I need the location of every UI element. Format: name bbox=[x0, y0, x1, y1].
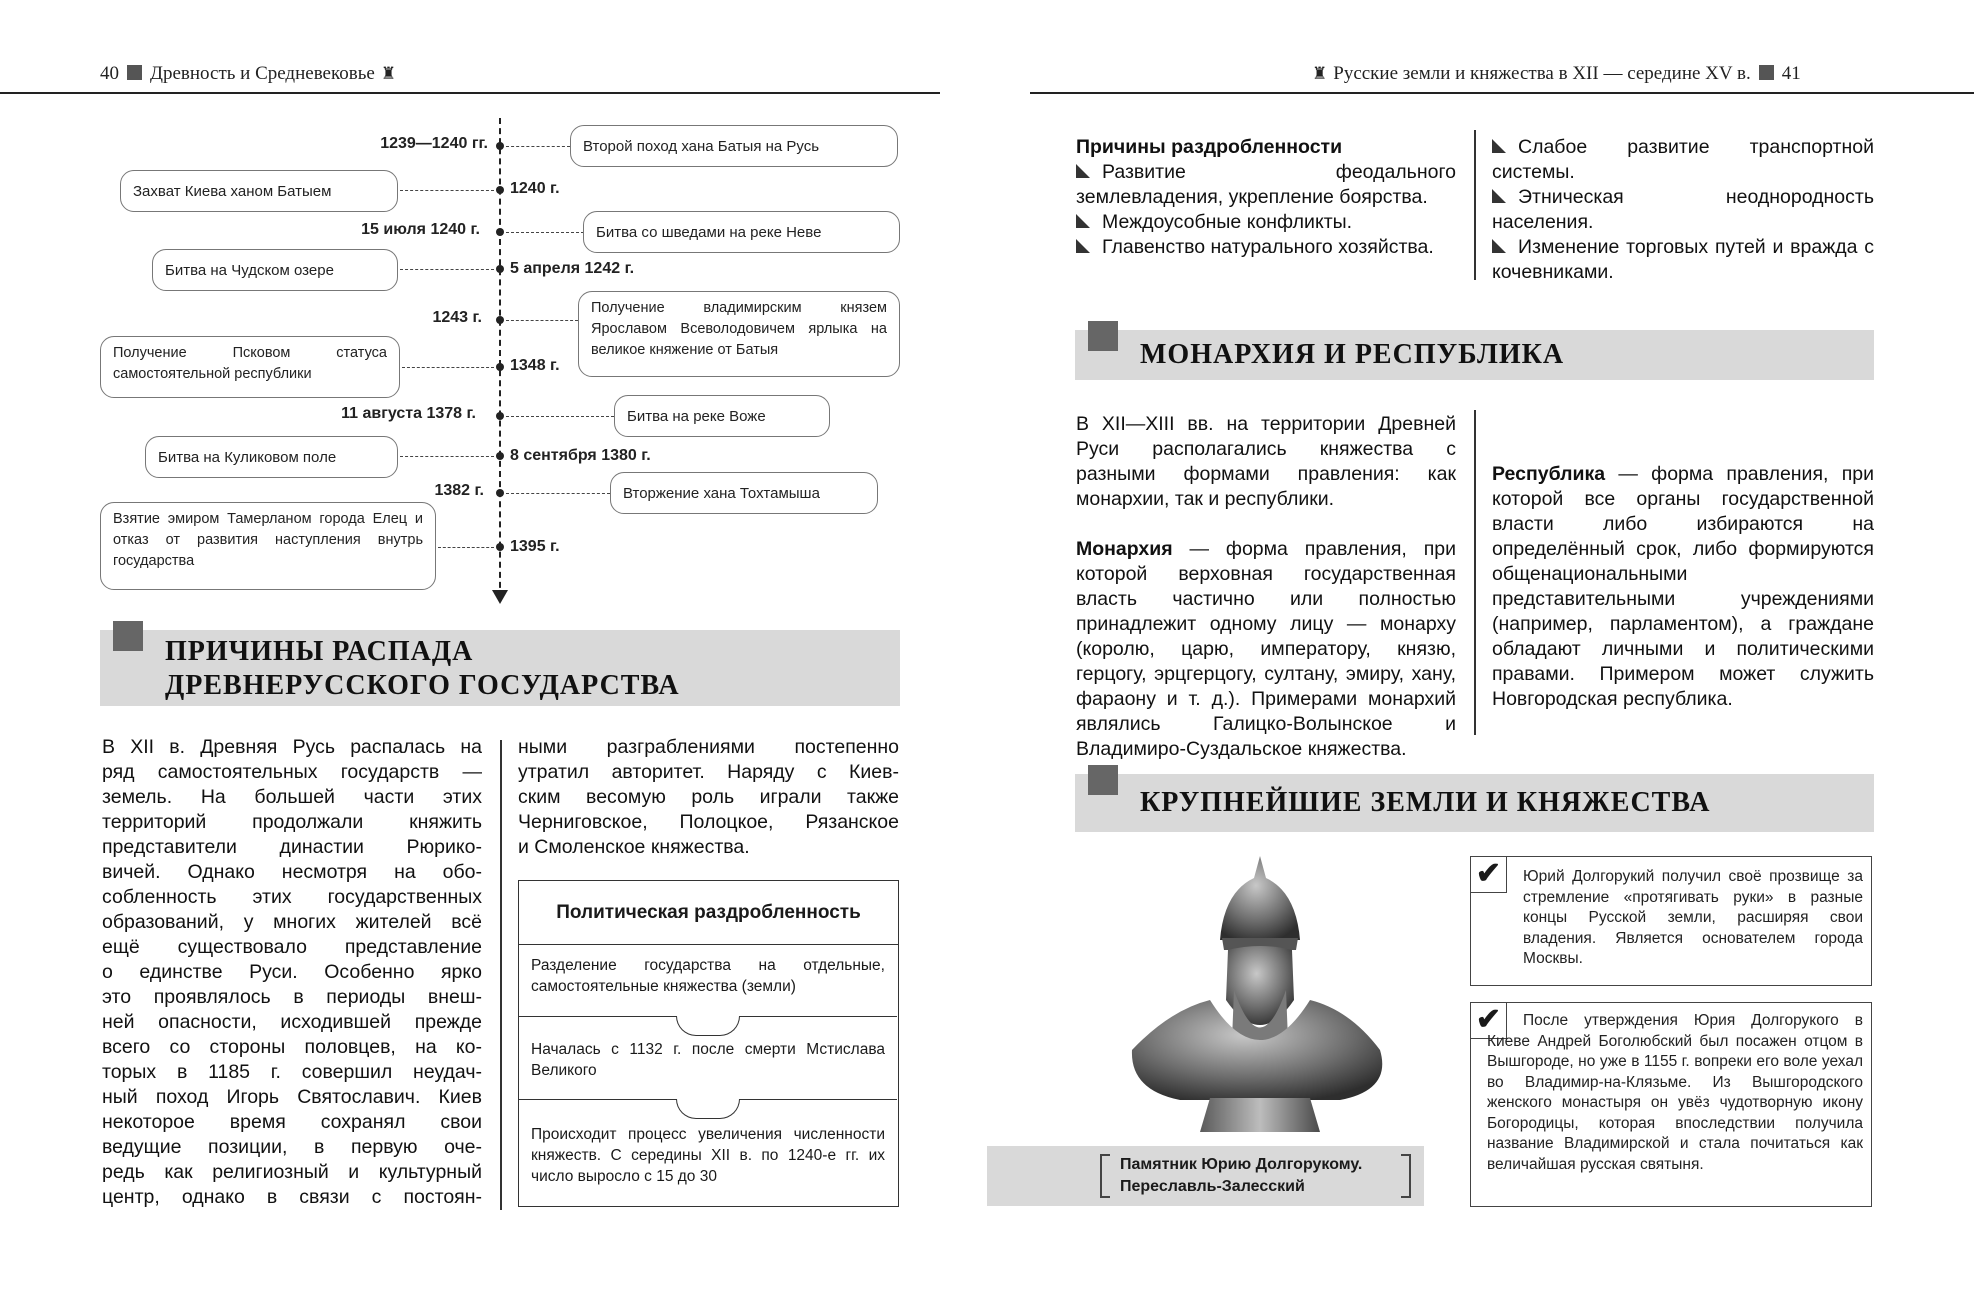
monarchy-text-column bbox=[1076, 412, 1456, 760]
timeline-dot bbox=[496, 142, 504, 150]
notch-connector bbox=[676, 1099, 740, 1119]
timeline-date: 1382 г. bbox=[434, 482, 484, 499]
timeline-date: 1240 г. bbox=[510, 180, 560, 197]
text-line: собленность этих государственных bbox=[102, 886, 482, 908]
timeline-connector bbox=[506, 146, 570, 147]
text-line: это проявлялось в периоды внеш- bbox=[102, 986, 482, 1008]
note-text: Юрий Долгорукий получил своё прозвище за стремление «протягивать руки» в разные концы Русской земли, расширяя свои владения. Является основателем города Москвы. bbox=[1523, 868, 1863, 967]
section-title: МОНАРХИЯ И РЕСПУБЛИКА bbox=[1140, 339, 1565, 370]
timeline-date: 1243 г. bbox=[432, 309, 482, 326]
header-square-icon bbox=[1759, 65, 1774, 80]
caption-text bbox=[1120, 1154, 1362, 1198]
timeline-date: 1348 г. bbox=[510, 357, 560, 374]
box-item: Началась с 1132 г. после смерти Мстислава Великого bbox=[531, 1041, 885, 1079]
text-line: образований, у многих жителей всё bbox=[102, 911, 482, 933]
collapse-text-column-2 bbox=[518, 735, 899, 860]
bracket-right bbox=[1401, 1154, 1411, 1198]
header-rule-right bbox=[1030, 92, 1974, 94]
info-note bbox=[1470, 856, 1872, 986]
checkmark-icon: ✔ bbox=[1471, 857, 1507, 893]
timeline-connector bbox=[400, 269, 494, 270]
text-line: всего со стороны половцев, на ко- bbox=[102, 1036, 482, 1058]
statue-caption bbox=[987, 1146, 1424, 1206]
timeline-dot bbox=[496, 228, 504, 236]
cause-item: Развитие феодального землевладения, укрепление боярства. bbox=[1076, 161, 1456, 208]
timeline-connector bbox=[438, 547, 494, 548]
text-line: ведущие позиции, в первую оче- bbox=[102, 1136, 482, 1158]
checkmark-icon: ✔ bbox=[1471, 1003, 1507, 1039]
timeline-date: 1239—1240 гг. bbox=[380, 135, 488, 152]
causes-title: Причины раздробленности bbox=[1076, 136, 1343, 158]
timeline-dot bbox=[496, 186, 504, 194]
section-square-icon bbox=[1088, 765, 1118, 795]
triangle-bullet-icon bbox=[1076, 214, 1090, 228]
timeline-dot bbox=[496, 316, 504, 324]
timeline-date: 5 апреля 1242 г. bbox=[510, 260, 635, 277]
triangle-bullet-icon bbox=[1492, 139, 1506, 153]
bracket-left bbox=[1100, 1154, 1110, 1198]
timeline-connector bbox=[402, 367, 494, 368]
text-line: редь как религиозный и культурный bbox=[102, 1161, 482, 1183]
text-line: ными разграблениями постепенно bbox=[518, 736, 899, 758]
section-square-icon bbox=[113, 621, 143, 651]
timeline-date: 11 августа 1378 г. bbox=[341, 405, 476, 422]
timeline-connector bbox=[506, 416, 614, 417]
section-title-line2: ДРЕВНЕРУССКОГО ГОСУДАРСТВА bbox=[165, 670, 680, 701]
box-item: Происходит процесс увеличения численности княжеств. С середины XII в. по 1240-е гг. их число выросло с 15 до 30 bbox=[531, 1126, 885, 1185]
caption-line1: Памятник Юрию Долгорукому. bbox=[1120, 1156, 1363, 1173]
timeline-event: Второй поход хана Батыя на Русь bbox=[570, 125, 898, 167]
timeline-event: Битва на Чудском озере bbox=[152, 249, 398, 291]
text-line: и Смоленское княжества. bbox=[518, 836, 750, 858]
timeline-dot bbox=[496, 412, 504, 420]
section-title: КРУПНЕЙШИЕ ЗЕМЛИ И КНЯЖЕСТВА bbox=[1140, 787, 1711, 818]
left-page-header bbox=[100, 63, 402, 85]
timeline-event: Битва на реке Воже bbox=[614, 395, 830, 437]
causes-left-column bbox=[1076, 135, 1456, 260]
caption-line2: Переславль-Залесский bbox=[1120, 1178, 1305, 1195]
text-line: утратил авторитет. Наряду с Киев- bbox=[518, 761, 899, 783]
text-line: о единстве Руси. Особенно ярко bbox=[102, 961, 482, 983]
causes-right-column bbox=[1492, 135, 1874, 285]
left-running-title: Древность и Средневековье bbox=[150, 63, 375, 84]
section-title-lands bbox=[1075, 774, 1874, 832]
triangle-bullet-icon bbox=[1076, 239, 1090, 253]
notch-connector bbox=[676, 1016, 740, 1036]
text-line: территорий продолжали княжить bbox=[102, 811, 482, 833]
box-item: Разделение государства на отдельные, самостоятельные княжества (земли) bbox=[531, 957, 885, 995]
cause-item: Главенство натурального хозяйства. bbox=[1076, 235, 1456, 260]
timeline-dot bbox=[496, 363, 504, 371]
note-text: После утверждения Юрия Долгорукого в Киеве Андрей Боголюбский был посажен отцом в Вышгороде, но уже в 1155 г. вопреки его воле уехал во Владимир-на-Клязьме. Из Вышгородского женского монастыря он увёз чудотворную икону Богородицы, которая впоследствии получила название Владимирской и стала почитаться как величайшая русская святыня. bbox=[1487, 1012, 1863, 1173]
timeline-date: 1395 г. bbox=[510, 538, 560, 555]
timeline-dot bbox=[496, 489, 504, 497]
cause-item: Междоусобные конфликты. bbox=[1076, 210, 1456, 235]
text-line: некоторое время сохранял свои bbox=[102, 1111, 482, 1133]
info-note bbox=[1470, 1002, 1872, 1207]
castle-icon: ♜ bbox=[380, 64, 397, 83]
text-line: земель. На большей части этих bbox=[102, 786, 482, 808]
timeline-dot bbox=[496, 265, 504, 273]
collapse-text-column-1 bbox=[102, 735, 482, 1210]
section-title-monarchy bbox=[1075, 330, 1874, 380]
timeline-connector bbox=[400, 190, 494, 191]
timeline-event: Получение Псковом статуса самостоятельной республики bbox=[100, 336, 400, 398]
cause-item: Изменение торговых путей и вражда с кочевниками. bbox=[1492, 236, 1874, 283]
timeline-event: Взятие эмиром Тамерланом города Елец и отказ от развития наступления внутрь государства bbox=[100, 502, 436, 590]
republic-paragraph: Республика — форма правления, при которой все органы государственной власти либо избираются на определённый срок, либо формируются общенациональными представительными учреждениями (например, парламентом), а граждане обладают личными и политическими правами. Примером может служить Новгородская республика. bbox=[1492, 463, 1874, 710]
castle-icon: ♜ bbox=[1312, 64, 1328, 83]
monarchy-paragraph: Монархия — форма правления, при которой верховная государственная власть частично или полностью принадлежит одному лицу — монарху (королю, царю, императору, князю, герцогу, эрцгерцогу, султану, эмиру, хану, фараону и т. д.). Примерами монархий являлись Галицко-Волынское и Владимиро-Суздальское княжества. bbox=[1076, 538, 1456, 760]
text-line: ским весомую роль играли также bbox=[518, 786, 899, 808]
section-square-icon bbox=[1088, 321, 1118, 351]
triangle-bullet-icon bbox=[1492, 239, 1506, 253]
timeline-arrow-icon bbox=[492, 590, 508, 604]
republic-text-column bbox=[1492, 412, 1874, 712]
timeline-event: Захват Киева ханом Батыем bbox=[120, 170, 398, 212]
header-rule-left bbox=[0, 92, 940, 94]
timeline-event: Получение владимирским князем Ярославом Всеволодовичем ярлыка на великое княжение от Батыя bbox=[578, 291, 900, 377]
timeline-date: 8 сентября 1380 г. bbox=[510, 447, 651, 464]
timeline-dot bbox=[496, 543, 504, 551]
left-page-number: 40 bbox=[100, 63, 119, 84]
text-line: Черниговское, Полоцкое, Рязанское bbox=[518, 811, 899, 833]
section-title-collapse bbox=[100, 630, 900, 706]
column-divider bbox=[1474, 130, 1476, 280]
section-title-line1: ПРИЧИНЫ РАСПАДА bbox=[165, 636, 474, 667]
text-line: центр, однако в связи с постоян- bbox=[102, 1186, 482, 1208]
timeline-event: Битва на Куликовом поле bbox=[145, 436, 398, 478]
timeline-connector bbox=[400, 456, 494, 457]
header-square-icon bbox=[127, 65, 142, 80]
column-divider bbox=[1474, 410, 1476, 735]
text-line: ещё существовало представление bbox=[102, 936, 482, 958]
column-divider bbox=[500, 740, 502, 1210]
text-line: ряд самостоятельных государств — bbox=[102, 761, 482, 783]
timeline-event: Битва со шведами на реке Неве bbox=[583, 211, 900, 253]
text-line: вичей. Однако несмотря на обо- bbox=[102, 861, 482, 883]
timeline-connector bbox=[506, 320, 578, 321]
text-line: ный поход Игорь Святославич. Киев bbox=[102, 1086, 482, 1108]
timeline-connector bbox=[506, 493, 610, 494]
triangle-bullet-icon bbox=[1492, 189, 1506, 203]
timeline-event: Вторжение хана Тохтамыша bbox=[610, 472, 878, 514]
cause-item: Этническая неоднородность населения. bbox=[1492, 186, 1874, 233]
triangle-bullet-icon bbox=[1076, 164, 1090, 178]
right-page-number: 41 bbox=[1781, 63, 1801, 84]
box-title: Политическая раздробленность bbox=[519, 881, 898, 945]
text-line: В XII в. Древняя Русь распалась на bbox=[102, 736, 482, 758]
timeline-dot bbox=[496, 452, 504, 460]
political-fragmentation-box bbox=[518, 880, 899, 1207]
timeline-date: 15 июля 1240 г. bbox=[361, 221, 480, 238]
cause-item: Слабое развитие транспортной системы. bbox=[1492, 136, 1874, 183]
right-page-header bbox=[1306, 63, 1801, 85]
right-running-title: Русские земли и княжества в XII — середине XV в. bbox=[1333, 63, 1751, 84]
statue-bust-image bbox=[1110, 850, 1410, 1132]
text-line: торых в 1185 г. совершил неудач- bbox=[102, 1061, 482, 1083]
intro-paragraph: В XII—XIII вв. на территории Древней Руси располагались княжества с разными формами правления: как монархии, так и республики. bbox=[1076, 413, 1456, 510]
text-line: представители династии Рюрико- bbox=[102, 836, 482, 858]
text-line: ней опасности, исходившей прежде bbox=[102, 1011, 482, 1033]
timeline-connector bbox=[506, 232, 584, 233]
